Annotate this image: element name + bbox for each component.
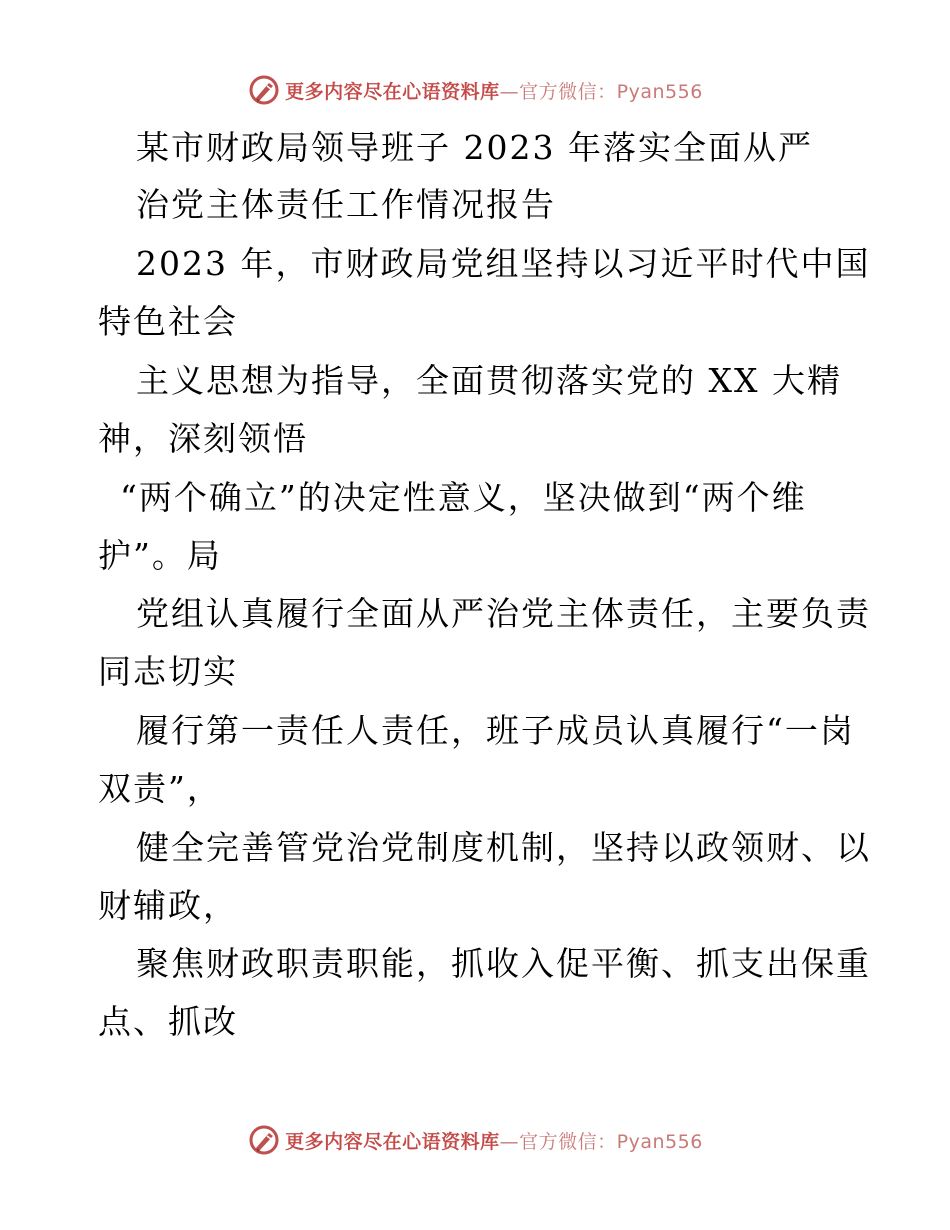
document-title-line-2: 治党主体责任工作情况报告: [136, 185, 556, 224]
watermark-text: [285, 1127, 703, 1154]
paragraph-line: 财辅政，: [98, 886, 238, 925]
paragraph-line: 神，深刻领悟: [98, 419, 308, 458]
paragraph-line: 同志切实: [98, 652, 238, 691]
paragraph-line: 2023 年，市财政局党组坚持以习近平时代中国: [136, 244, 871, 283]
watermark-contact-text: —官方微信：Pyan556: [499, 1130, 703, 1153]
paragraph-line: 特色社会: [98, 302, 238, 341]
paragraph-line: 主义思想为指导，全面贯彻落实党的 XX 大精: [136, 361, 842, 400]
watermark-contact-text: —官方微信：Pyan556: [499, 80, 703, 103]
watermark-main-text: 更多内容尽在心语资料库: [285, 80, 500, 103]
paragraph-line: 点、抓改: [98, 1002, 238, 1041]
paragraph-line: 护”。局: [98, 536, 222, 575]
paragraph-line: 聚焦财政职责职能，抓收入促平衡、抓支出保重: [136, 944, 871, 983]
paragraph-line: 双责”，: [98, 769, 222, 808]
paragraph-line: “两个确立”的决定性意义，坚决做到“两个维: [120, 478, 807, 517]
document-title-line-1: 某市财政局领导班子 2023 年落实全面从严: [136, 128, 813, 167]
paragraph-line: 党组认真履行全面从严治党主体责任，主要负责: [136, 594, 871, 633]
footer-watermark: [0, 1122, 950, 1158]
pen-logo-icon: [247, 1123, 281, 1157]
watermark-main-text: 更多内容尽在心语资料库: [285, 1130, 500, 1153]
paragraph-line: 履行第一责任人责任，班子成员认真履行“一岗: [136, 711, 855, 750]
paragraph-line: 健全完善管党治党制度机制，坚持以政领财、以: [136, 828, 871, 867]
